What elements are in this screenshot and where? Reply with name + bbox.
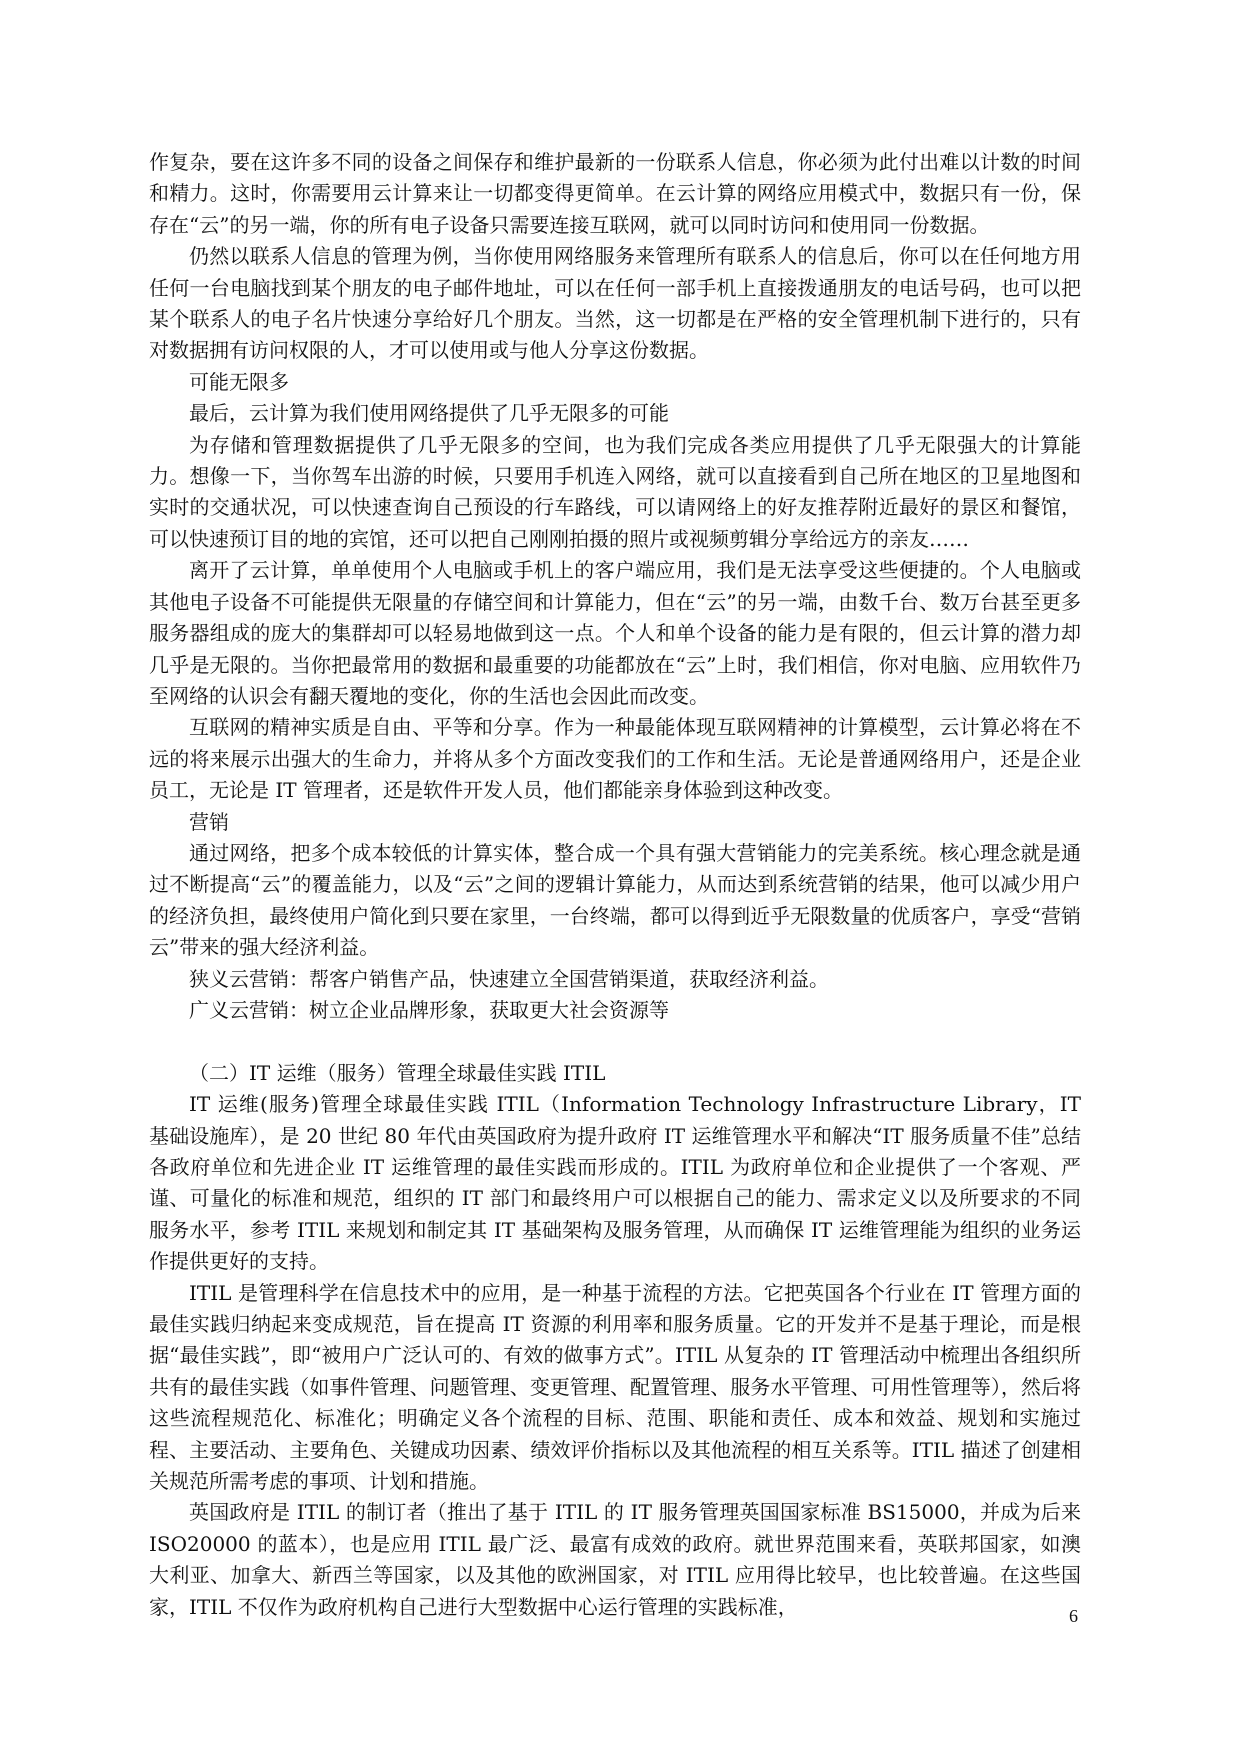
paragraph: ITIL 是管理科学在信息技术中的应用，是一种基于流程的方法。它把英国各个行业在 IT 管理方面的最佳实践归纳起来变成规范，旨在提高 IT 资源的利用率和服务质量。它的开发并不是基于理论，而是根据“最佳实践”，即“被用户广泛认可的、有效的做事方式”。ITIL 从复杂的 IT 管理活动中梳理出各组织所共有的最佳实践（如事件管理、问题管理、变更管理、配置管理、服务水平管理、可用性管理等），然后将这些流程规范化、标准化；明确定义各个流程的目标、范围、职能和责任、成本和效益、规划和实施过程、主要活动、主要角色、关键成功因素、绩效评价指标以及其他流程的相互关系等。ITIL 描述了创建相关规范所需考虑的事项、计划和措施。: [149, 1280, 1081, 1494]
paragraph: 作复杂，要在这许多不同的设备之间保存和维护最新的一份联系人信息，你必须为此付出难以计数的时间和精力。这时，你需要用云计算来让一切都变得更简单。在云计算的网络应用模式中，数据只有一份，保存在“云”的另一端，你的所有电子设备只需要连接互联网，就可以同时访问和使用同一份数据。: [149, 150, 1081, 237]
paragraph: 为存储和管理数据提供了几乎无限多的空间，也为我们完成各类应用提供了几乎无限强大的计算能力。想像一下，当你驾车出游的时候，只要用手机连入网络，就可以直接看到自己所在地区的卫星地图和实时的交通状况，可以快速查询自己预设的行车路线，可以请网络上的好友推荐附近最好的景区和餐馆，可以快速预订目的地的宾馆，还可以把自己刚刚拍摄的照片或视频剪辑分享给远方的亲友……: [149, 432, 1081, 551]
page-body: [149, 147, 1081, 1623]
paragraph: 狭义云营销：帮客户销售产品，快速建立全国营销渠道，获取经济利益。: [189, 966, 829, 991]
paragraph: 通过网络，把多个成本较低的计算实体，整合成一个具有强大营销能力的完美系统。核心理念就是通过不断提高“云”的覆盖能力，以及“云”之间的逻辑计算能力，从而达到系统营销的结果，他可以减少用户的经济负担，最终使用户简化到只要在家里，一台终端，都可以得到近乎无限数量的优质客户，享受“营销云”带来的强大经济利益。: [149, 840, 1081, 960]
paragraph: 最后，云计算为我们使用网络提供了几乎无限多的可能: [189, 401, 669, 426]
section-heading: （二）IT 运维（服务）管理全球最佳实践 ITIL: [189, 1060, 606, 1085]
subheading: 营销: [189, 809, 229, 834]
page-number: 6: [1069, 1606, 1078, 1626]
subheading: 可能无限多: [189, 369, 289, 394]
paragraph: 英国政府是 ITIL 的制订者（推出了基于 ITIL 的 IT 服务管理英国国家标准 BS15000，并成为后来 ISO20000 的蓝本），也是应用 ITIL 最广泛、最富有成效的政府。就世界范围来看，英联邦国家，如澳大利亚、加拿大、新西兰等国家，以及其他的欧洲国家，对 ITIL 应用得比较早，也比较普遍。在这些国家，ITIL 不仅作为政府机构自己进行大型数据中心运行管理的实践标准，: [149, 1500, 1081, 1619]
paragraph: IT 运维(服务)管理全球最佳实践 ITIL（Information Technology Infrastructure Library，IT 基础设施库），是 20 世纪 80 年代由英国政府为提升政府 IT 运维管理水平和解决“IT 服务质量不佳”总结各政府单位和先进企业 IT 运维管理的最佳实践而形成的。ITIL 为政府单位和企业提供了一个客观、严谨、可量化的标准和规范，组织的 IT 部门和最终用户可以根据自己的能力、需求定义以及所要求的不同服务水平，参考 ITIL 来规划和制定其 IT 基础架构及服务管理，从而确保 IT 运维管理能为组织的业务运作提供更好的支持。: [149, 1092, 1081, 1274]
paragraph: 互联网的精神实质是自由、平等和分享。作为一种最能体现互联网精神的计算模型，云计算必将在不远的将来展示出强大的生命力，并将从多个方面改变我们的工作和生活。无论是普通网络用户，还是企业员工，无论是 IT 管理者，还是软件开发人员，他们都能亲身体验到这种改变。: [149, 715, 1081, 803]
paragraph: 广义云营销：树立企业品牌形象，获取更大社会资源等: [189, 997, 669, 1022]
paragraph: 仍然以联系人信息的管理为例，当你使用网络服务来管理所有联系人的信息后，你可以在任何地方用任何一台电脑找到某个朋友的电子邮件地址，可以在任何一部手机上直接拨通朋友的电话号码，也可以把某个联系人的电子名片快速分享给好几个朋友。当然，这一切都是在严格的安全管理机制下进行的，只有对数据拥有访问权限的人，才可以使用或与他人分享这份数据。: [149, 244, 1081, 363]
blank-line: [149, 1026, 1081, 1057]
paragraph: 离开了云计算，单单使用个人电脑或手机上的客户端应用，我们是无法享受这些便捷的。个人电脑或其他电子设备不可能提供无限量的存储空间和计算能力，但在“云”的另一端，由数千台、数万台甚至更多服务器组成的庞大的集群却可以轻易地做到这一点。个人和单个设备的能力是有限的，但云计算的潜力却几乎是无限的。当你把最常用的数据和最重要的功能都放在“云”上时，我们相信，你对电脑、应用软件乃至网络的认识会有翻天覆地的变化，你的生活也会因此而改变。: [149, 558, 1081, 708]
